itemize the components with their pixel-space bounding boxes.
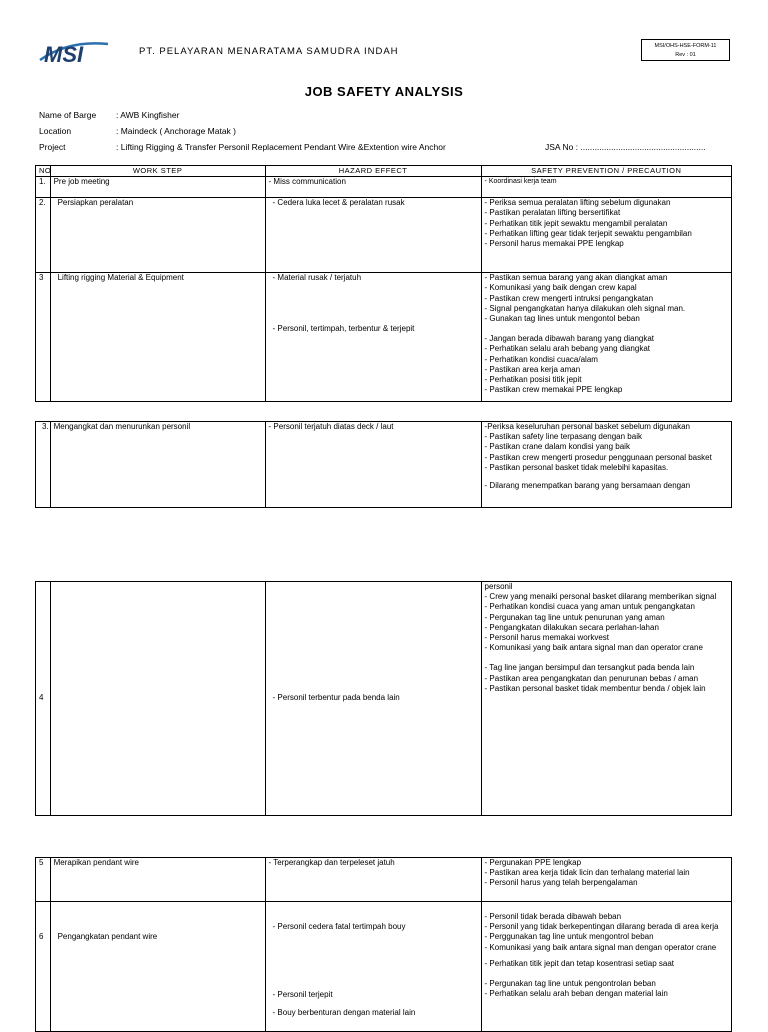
col-safety-prevention: SAFETY PREVENTION / PRECAUTION bbox=[481, 166, 731, 177]
msi-logo bbox=[38, 38, 118, 66]
svg-text:MSI: MSI bbox=[44, 42, 84, 66]
prevention: - Koordinasi kerja team bbox=[481, 177, 731, 198]
barge-label: Name of Barge bbox=[39, 110, 97, 120]
hazard: - Personil terbentur pada benda lain bbox=[265, 582, 481, 816]
barge-row bbox=[39, 110, 729, 122]
doc-code: MSI/OHS-HSE-FORM-11 bbox=[654, 43, 717, 49]
prevention: personil - Crew yang menaiki personal basket dilarang memberikan signal - Perhatikan kondisi cuaca yang aman untuk pengangkatan - Pergunakan tag line untuk penurunan yang aman - Pengangkatan dilakukan secara perlahan-lahan - Personil harus memakai workvest - Komunikasi yang baik antara signal man dan operator crane - Tag line jangan bersimpul dan tersangkut pada benda lain - Pastikan area pengangkatan dan penurunan bebas / aman - Pastikan personal basket tidak membentur benda / objek lain bbox=[481, 582, 731, 816]
project-value: : Lifting Rigging & Transfer Personil Replacement Pendant Wire &Extention wire Anchor bbox=[116, 142, 446, 152]
row-no: 3 bbox=[36, 273, 51, 402]
hazard: - Terperangkap dan terpeleset jatuh bbox=[265, 858, 481, 902]
row-no: 1. bbox=[36, 177, 51, 198]
barge-value: : AWB Kingfisher bbox=[116, 110, 180, 120]
hazard: - Personil cedera fatal tertimpah bouy - Personil terjepit - Bouy berbenturan dengan material lain bbox=[265, 902, 481, 1032]
project-row bbox=[39, 142, 729, 154]
jsa-table-1 bbox=[35, 165, 732, 402]
doc-reference-box bbox=[641, 39, 730, 61]
prevention: - Periksa semua peralatan lifting sebelum digunakan - Pastikan peralatan lifting bersertifikat - Perhatikan titik jepit sewaktu mengambil peralatan - Perhatikan lifting gear tidak terjepit sewaktu pengambilan - Personil harus memakai PPE lengkap bbox=[481, 198, 731, 273]
table-row bbox=[36, 198, 732, 273]
col-no: NO bbox=[36, 166, 51, 177]
table-row bbox=[36, 177, 732, 198]
work-step: Pre job meeting bbox=[50, 177, 265, 198]
work-step bbox=[50, 582, 265, 816]
work-step: Pengangkatan pendant wire bbox=[50, 902, 265, 1032]
work-step: Lifting rigging Material & Equipment bbox=[50, 273, 265, 402]
table-row bbox=[36, 582, 732, 816]
table-row bbox=[36, 273, 732, 402]
jsa-table-3 bbox=[35, 581, 732, 816]
row-no: 4 bbox=[36, 582, 51, 816]
hazard: - Miss communication bbox=[265, 177, 481, 198]
jsa-table-2 bbox=[35, 421, 732, 508]
work-step: Persiapkan peralatan bbox=[50, 198, 265, 273]
table-header-row bbox=[36, 166, 732, 177]
hazard: - Material rusak / terjatuh - Personil, tertimpah, terbentur & terjepit bbox=[265, 273, 481, 402]
prevention: - Pergunakan PPE lengkap - Pastikan area kerja tidak licin dan terhalang material lain - Personil harus yang telah berpengalaman bbox=[481, 858, 731, 902]
document-title: JOB SAFETY ANALYSIS bbox=[304, 84, 464, 99]
company-name: PT. PELAYARAN MENARATAMA SAMUDRA INDAH bbox=[139, 46, 399, 57]
row-no: 2. bbox=[36, 198, 51, 273]
row-no: 6 bbox=[36, 902, 51, 1032]
jsa-table-4 bbox=[35, 857, 732, 1032]
location-value: : Maindeck ( Anchorage Matak ) bbox=[116, 126, 237, 136]
prevention: - Pastikan semua barang yang akan diangkat aman - Komunikasi yang baik dengan crew kapal - Pastikan crew mengerti intruksi pengangkatan - Signal pengangkatan hanya dilakukan oleh signal man. - Gunakan tag lines untuk mengontol beban - Jangan berada dibawah barang yang diangkat - Perhatikan selalu arah bebang yang diangkat - Perhatikan kondisi cuaca/alam - Pastikan area kerja aman - Perhatikan posisi titik jepit - Pastikan crew memakai PPE lengkap bbox=[481, 273, 731, 402]
table-row bbox=[36, 422, 732, 508]
row-no: 5 bbox=[36, 858, 51, 902]
doc-revision: Rev : 01 bbox=[675, 52, 696, 58]
table-row bbox=[36, 858, 732, 902]
col-work-step: WORK STEP bbox=[50, 166, 265, 177]
jsa-number: JSA No : ..................................................... bbox=[545, 142, 706, 152]
col-hazard-effect: HAZARD EFFECT bbox=[265, 166, 481, 177]
work-step: Mengangkat dan menurunkan personil bbox=[50, 422, 265, 508]
hazard: - Personil terjatuh diatas deck / laut bbox=[265, 422, 481, 508]
prevention: -Periksa keseluruhan personal basket sebelum digunakan - Pastikan safety line terpasang dengan baik - Pastikan crane dalam kondisi yang baik - Pastikan crew mengerti prosedur penggunaan personal basket - Pastikan personal basket tidak melebihi kapasitas. - Dilarang menempatkan barang yang bersamaan dengan bbox=[481, 422, 731, 508]
location-label: Location bbox=[39, 126, 72, 136]
hazard: - Cedera luka lecet & peralatan rusak bbox=[265, 198, 481, 273]
work-step: Merapikan pendant wire bbox=[50, 858, 265, 902]
table-row bbox=[36, 902, 732, 1032]
project-label: Project bbox=[39, 142, 66, 152]
prevention: - Personil tidak berada dibawah beban - Personil yang tidak berkepentingan dilarang berada di area kerja - Perggunakan tag line untuk mengontrol beban - Komunikasi yang baik antara signal man dengan operator crane - Perhatikan titik jepit dan tetap kosentrasi setiap saat - Pergunakan tag line untuk pengontrolan beban - Perhatikan selalu arah beban dengan material lain bbox=[481, 902, 731, 1032]
location-row bbox=[39, 126, 729, 138]
row-no: 3. bbox=[36, 422, 51, 508]
